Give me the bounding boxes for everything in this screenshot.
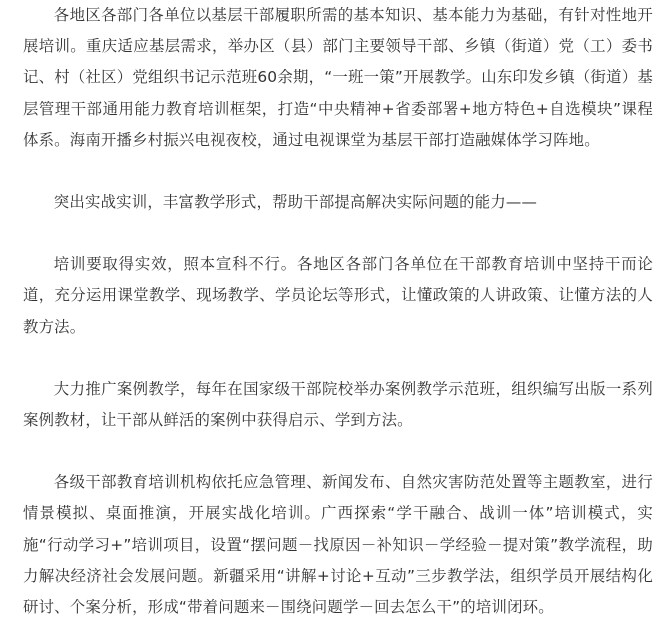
paragraph-training-institutions: 各级干部教育培训机构依托应急管理、新闻发布、自然灾害防范处置等主题教室，进行情景模拟、桌面推演，开展实战化培训。广西探索“学干融合、战训一体”培训模式，实施“行动学习+”培训项目，设置“摆问题－找原因－补知识－学经验－提对策”教学流程，助力解决经济社会发展问题。新疆采用“讲解+讨论+互动”三步教学法，组织学员开展结构化研讨、个案分析，形成“带着问题来－围绕问题学－回去怎么干”的培训闭环。	[23, 473, 653, 617]
paragraph-basic-training: 各地区各部门各单位以基层干部履职所需的基本知识、基本能力为基础，有针对性地开展培训。重庆适应基层需求，举办区（县）部门主要领导干部、乡镇（街道）党（工）委书记、村（社区）党组织书记示范班60余期，“一班一策”开展教学。山东印发乡镇（街道）基层管理干部通用能力教育培训框架，打造“中央精神+省委部署+地方特色+自选模块”课程体系。海南开播乡村振兴电视夜校，通过电视课堂为基层干部打造融媒体学习阵地。	[23, 6, 653, 149]
paragraph-practical-results: 培训要取得实效，照本宣科不行。各地区各部门各单位在干部教育培训中坚持干而论道，充分运用课堂教学、现场教学、学员论坛等形式，让懂政策的人讲政策、让懂方法的人教方法。	[23, 255, 653, 336]
paragraph-case-teaching: 大力推广案例教学，每年在国家级干部院校举办案例教学示范班，组织编写出版一系列案例教材，让干部从鲜活的案例中获得启示、学到方法。	[23, 379, 653, 430]
paragraph-section-heading: 突出实战实训，丰富教学形式，帮助干部提高解决实际问题的能力——	[53, 193, 538, 212]
